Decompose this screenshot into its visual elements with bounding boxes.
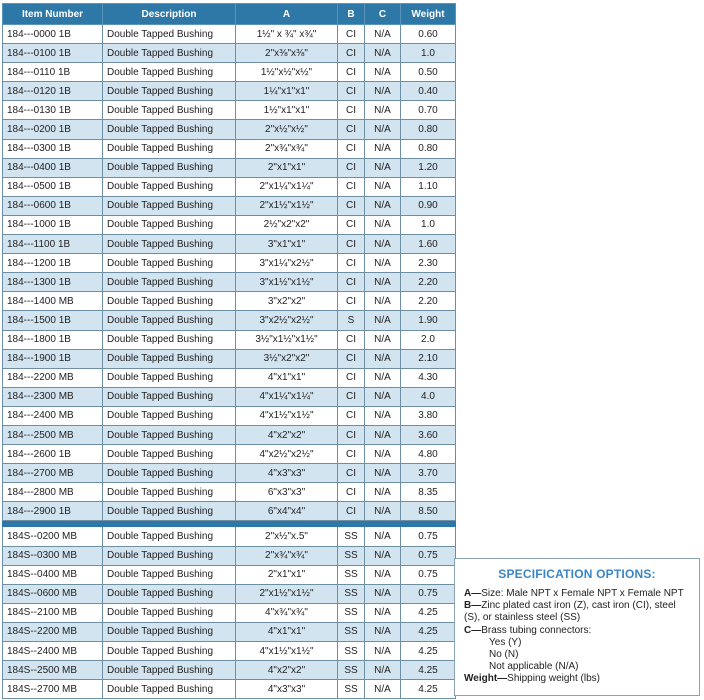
cell-weight: 4.0 xyxy=(401,387,456,406)
cell-c-connector: N/A xyxy=(365,661,401,680)
cell-item-number: 184---0100 1B xyxy=(3,44,103,63)
cell-description: Double Tapped Bushing xyxy=(103,464,236,483)
cell-c-connector: N/A xyxy=(365,139,401,158)
spec-line-b2: (S), or stainless steel (SS) xyxy=(464,612,581,624)
cell-b-material: CI xyxy=(338,445,365,464)
cell-c-connector: N/A xyxy=(365,158,401,177)
table-row xyxy=(3,158,456,177)
cell-item-number: 184S--0600 MB xyxy=(3,584,103,603)
cell-weight: 4.25 xyxy=(401,680,456,699)
cell-b-material: SS xyxy=(338,603,365,622)
cell-a-size: 2"x1½"x1½" xyxy=(236,584,338,603)
cell-c-connector: N/A xyxy=(365,483,401,502)
cell-c-connector: N/A xyxy=(365,44,401,63)
cell-b-material: CI xyxy=(338,101,365,120)
cell-c-connector: N/A xyxy=(365,502,401,521)
spec-title: SPECIFICATION OPTIONS: xyxy=(498,567,656,581)
cell-b-material: SS xyxy=(338,680,365,699)
spec-line-weight: Weight—Shipping weight (lbs) xyxy=(464,673,600,685)
table-row xyxy=(3,63,456,82)
cell-weight: 3.60 xyxy=(401,425,456,444)
cell-b-material: CI xyxy=(338,330,365,349)
cell-c-connector: N/A xyxy=(365,25,401,44)
cell-description: Double Tapped Bushing xyxy=(103,25,236,44)
cell-a-size: 2"x1"x1" xyxy=(236,158,338,177)
cell-weight: 2.0 xyxy=(401,330,456,349)
cell-c-connector: N/A xyxy=(365,101,401,120)
cell-a-size: 4"x3"x3" xyxy=(236,464,338,483)
cell-weight: 4.25 xyxy=(401,642,456,661)
table-row xyxy=(3,680,456,699)
cell-weight: 0.80 xyxy=(401,120,456,139)
cell-c-connector: N/A xyxy=(365,349,401,368)
cell-description: Double Tapped Bushing xyxy=(103,273,236,292)
cell-description: Double Tapped Bushing xyxy=(103,584,236,603)
cell-item-number: 184---0130 1B xyxy=(3,101,103,120)
cell-a-size: 6"x4"x4" xyxy=(236,502,338,521)
cell-weight: 2.30 xyxy=(401,254,456,273)
table-row xyxy=(3,273,456,292)
cell-a-size: 3½"x2"x2" xyxy=(236,349,338,368)
cell-b-material: SS xyxy=(338,661,365,680)
cell-b-material: CI xyxy=(338,387,365,406)
cell-a-size: 4"x1½"x1½" xyxy=(236,406,338,425)
cell-a-size: 4"x2"x2" xyxy=(236,661,338,680)
cell-c-connector: N/A xyxy=(365,330,401,349)
cell-description: Double Tapped Bushing xyxy=(103,680,236,699)
cell-b-material: CI xyxy=(338,464,365,483)
cell-description: Double Tapped Bushing xyxy=(103,425,236,444)
cell-c-connector: N/A xyxy=(365,445,401,464)
cell-item-number: 184---2200 MB xyxy=(3,368,103,387)
cell-b-material: CI xyxy=(338,349,365,368)
cell-a-size: 4"x1¼"x1¼" xyxy=(236,387,338,406)
cell-b-material: CI xyxy=(338,196,365,215)
cell-description: Double Tapped Bushing xyxy=(103,44,236,63)
cell-c-connector: N/A xyxy=(365,82,401,101)
cell-b-material: CI xyxy=(338,502,365,521)
table-row xyxy=(3,368,456,387)
cell-b-material: CI xyxy=(338,25,365,44)
spec-table xyxy=(2,3,456,699)
cell-weight: 1.10 xyxy=(401,177,456,196)
cell-b-material: SS xyxy=(338,546,365,565)
table-row xyxy=(3,661,456,680)
table-row xyxy=(3,565,456,584)
cell-a-size: 3"x1½"x1½" xyxy=(236,273,338,292)
cell-c-connector: N/A xyxy=(365,387,401,406)
cell-b-material: CI xyxy=(338,406,365,425)
cell-item-number: 184---0600 1B xyxy=(3,196,103,215)
cell-c-connector: N/A xyxy=(365,292,401,311)
cell-a-size: 2½"x2"x2" xyxy=(236,215,338,234)
cell-weight: 0.75 xyxy=(401,546,456,565)
cell-description: Double Tapped Bushing xyxy=(103,603,236,622)
cell-b-material: CI xyxy=(338,177,365,196)
cell-item-number: 184---2300 MB xyxy=(3,387,103,406)
cell-description: Double Tapped Bushing xyxy=(103,502,236,521)
cell-item-number: 184---2700 MB xyxy=(3,464,103,483)
cell-item-number: 184---1900 1B xyxy=(3,349,103,368)
cell-c-connector: N/A xyxy=(365,215,401,234)
cell-weight: 2.20 xyxy=(401,273,456,292)
cell-c-connector: N/A xyxy=(365,527,401,546)
cell-b-material: CI xyxy=(338,483,365,502)
cell-b-material: CI xyxy=(338,215,365,234)
cell-a-size: 2"x1½"x1½" xyxy=(236,196,338,215)
cell-weight: 1.20 xyxy=(401,158,456,177)
cell-item-number: 184---2800 MB xyxy=(3,483,103,502)
cell-b-material: CI xyxy=(338,425,365,444)
cell-weight: 0.90 xyxy=(401,196,456,215)
cell-b-material: CI xyxy=(338,120,365,139)
cell-c-connector: N/A xyxy=(365,254,401,273)
cell-weight: 0.75 xyxy=(401,584,456,603)
cell-weight: 0.70 xyxy=(401,101,456,120)
cell-b-material: CI xyxy=(338,292,365,311)
cell-b-material: CI xyxy=(338,82,365,101)
cell-weight: 1.0 xyxy=(401,215,456,234)
table-row xyxy=(3,387,456,406)
cell-item-number: 184---0110 1B xyxy=(3,63,103,82)
cell-weight: 0.75 xyxy=(401,565,456,584)
header-item-number: Item Number xyxy=(3,4,103,25)
cell-description: Double Tapped Bushing xyxy=(103,661,236,680)
cell-weight: 8.35 xyxy=(401,483,456,502)
cell-a-size: 4"x1"x1" xyxy=(236,622,338,641)
cell-description: Double Tapped Bushing xyxy=(103,387,236,406)
cell-item-number: 184---1800 1B xyxy=(3,330,103,349)
cell-item-number: 184S--2200 MB xyxy=(3,622,103,641)
cell-a-size: 4"x2"x2" xyxy=(236,425,338,444)
cell-description: Double Tapped Bushing xyxy=(103,483,236,502)
cell-a-size: 2"x¾"x¾" xyxy=(236,139,338,158)
cell-weight: 2.20 xyxy=(401,292,456,311)
cell-weight: 4.25 xyxy=(401,661,456,680)
cell-c-connector: N/A xyxy=(365,565,401,584)
table-row xyxy=(3,25,456,44)
cell-description: Double Tapped Bushing xyxy=(103,215,236,234)
table-row xyxy=(3,254,456,273)
table-row xyxy=(3,330,456,349)
cell-c-connector: N/A xyxy=(365,311,401,330)
cell-description: Double Tapped Bushing xyxy=(103,292,236,311)
cell-weight: 0.60 xyxy=(401,25,456,44)
cell-description: Double Tapped Bushing xyxy=(103,120,236,139)
cell-description: Double Tapped Bushing xyxy=(103,177,236,196)
table-row xyxy=(3,235,456,254)
cell-description: Double Tapped Bushing xyxy=(103,311,236,330)
cell-a-size: 2"x½"x½" xyxy=(236,120,338,139)
cell-a-size: 4"x¾"x¾" xyxy=(236,603,338,622)
cell-description: Double Tapped Bushing xyxy=(103,254,236,273)
cell-item-number: 184---1500 1B xyxy=(3,311,103,330)
table-row xyxy=(3,546,456,565)
cell-item-number: 184---2900 1B xyxy=(3,502,103,521)
cell-c-connector: N/A xyxy=(365,196,401,215)
cell-b-material: SS xyxy=(338,565,365,584)
cell-c-connector: N/A xyxy=(365,63,401,82)
table-row xyxy=(3,622,456,641)
cell-item-number: 184---1300 1B xyxy=(3,273,103,292)
cell-description: Double Tapped Bushing xyxy=(103,642,236,661)
cell-a-size: 4"x3"x3" xyxy=(236,680,338,699)
table-row xyxy=(3,292,456,311)
cell-c-connector: N/A xyxy=(365,425,401,444)
cell-a-size: 4"x1"x1" xyxy=(236,368,338,387)
header-weight: Weight xyxy=(401,4,456,25)
cell-item-number: 184S--2400 MB xyxy=(3,642,103,661)
cell-a-size: 3"x1¼"x2½" xyxy=(236,254,338,273)
header-row xyxy=(3,4,456,25)
cell-weight: 4.30 xyxy=(401,368,456,387)
cell-b-material: CI xyxy=(338,158,365,177)
cell-c-connector: N/A xyxy=(365,464,401,483)
cell-item-number: 184---2600 1B xyxy=(3,445,103,464)
specification-options-box xyxy=(454,558,700,696)
cell-description: Double Tapped Bushing xyxy=(103,622,236,641)
cell-c-connector: N/A xyxy=(365,584,401,603)
cell-a-size: 4"x1½"x1½" xyxy=(236,642,338,661)
cell-weight: 0.80 xyxy=(401,139,456,158)
cell-description: Double Tapped Bushing xyxy=(103,63,236,82)
table-row xyxy=(3,215,456,234)
cell-item-number: 184---0200 1B xyxy=(3,120,103,139)
cell-item-number: 184---2400 MB xyxy=(3,406,103,425)
cell-b-material: CI xyxy=(338,368,365,387)
table-row xyxy=(3,502,456,521)
table-row xyxy=(3,584,456,603)
spec-line-b: B—Zinc plated cast iron (Z), cast iron (CI), steel xyxy=(464,600,676,612)
cell-item-number: 184---2500 MB xyxy=(3,425,103,444)
cell-description: Double Tapped Bushing xyxy=(103,527,236,546)
cell-c-connector: N/A xyxy=(365,642,401,661)
cell-weight: 8.50 xyxy=(401,502,456,521)
cell-item-number: 184---0400 1B xyxy=(3,158,103,177)
cell-description: Double Tapped Bushing xyxy=(103,82,236,101)
table-row xyxy=(3,139,456,158)
table-row xyxy=(3,603,456,622)
cell-a-size: 1½"x1"x1" xyxy=(236,101,338,120)
cell-weight: 3.70 xyxy=(401,464,456,483)
table-row xyxy=(3,483,456,502)
cell-b-material: CI xyxy=(338,235,365,254)
cell-a-size: 2"x⅜"x⅜" xyxy=(236,44,338,63)
cell-weight: 1.90 xyxy=(401,311,456,330)
cell-item-number: 184S--0400 MB xyxy=(3,565,103,584)
cell-weight: 0.40 xyxy=(401,82,456,101)
cell-description: Double Tapped Bushing xyxy=(103,368,236,387)
cell-weight: 4.25 xyxy=(401,622,456,641)
cell-c-connector: N/A xyxy=(365,368,401,387)
cell-a-size: 2"x¾"x¾" xyxy=(236,546,338,565)
cell-b-material: CI xyxy=(338,44,365,63)
cell-c-connector: N/A xyxy=(365,546,401,565)
cell-description: Double Tapped Bushing xyxy=(103,158,236,177)
cell-item-number: 184---1000 1B xyxy=(3,215,103,234)
spec-lines xyxy=(464,588,684,686)
cell-c-connector: N/A xyxy=(365,622,401,641)
header-b: B xyxy=(338,4,365,25)
cell-b-material: SS xyxy=(338,527,365,546)
cell-c-connector: N/A xyxy=(365,177,401,196)
table-row xyxy=(3,527,456,546)
cell-b-material: SS xyxy=(338,622,365,641)
cell-item-number: 184---0300 1B xyxy=(3,139,103,158)
cell-description: Double Tapped Bushing xyxy=(103,349,236,368)
cell-b-material: SS xyxy=(338,642,365,661)
cell-b-material: CI xyxy=(338,273,365,292)
cell-item-number: 184---0000 1B xyxy=(3,25,103,44)
cell-weight: 4.80 xyxy=(401,445,456,464)
table-row xyxy=(3,406,456,425)
cell-description: Double Tapped Bushing xyxy=(103,101,236,120)
cell-a-size: 4"x2½"x2½" xyxy=(236,445,338,464)
cell-b-material: CI xyxy=(338,139,365,158)
cell-item-number: 184S--2100 MB xyxy=(3,603,103,622)
cell-a-size: 1½" x ¾" x¾" xyxy=(236,25,338,44)
table-row xyxy=(3,177,456,196)
spec-line-c-na: Not applicable (N/A) xyxy=(489,661,579,673)
spec-line-c-no: No (N) xyxy=(489,649,519,661)
cell-c-connector: N/A xyxy=(365,235,401,254)
cell-weight: 3.80 xyxy=(401,406,456,425)
cell-item-number: 184---1100 1B xyxy=(3,235,103,254)
cell-description: Double Tapped Bushing xyxy=(103,406,236,425)
cell-item-number: 184S--2500 MB xyxy=(3,661,103,680)
spec-line-c-yes: Yes (Y) xyxy=(489,636,522,648)
table-body-cast-iron xyxy=(3,25,456,521)
cell-item-number: 184S--0200 MB xyxy=(3,527,103,546)
cell-weight: 1.0 xyxy=(401,44,456,63)
cell-item-number: 184---0120 1B xyxy=(3,82,103,101)
cell-description: Double Tapped Bushing xyxy=(103,330,236,349)
cell-item-number: 184---1400 MB xyxy=(3,292,103,311)
cell-a-size: 3"x2"x2" xyxy=(236,292,338,311)
table-row xyxy=(3,464,456,483)
cell-a-size: 2"x1"x1" xyxy=(236,565,338,584)
table-body-stainless xyxy=(3,527,456,699)
cell-item-number: 184---1200 1B xyxy=(3,254,103,273)
cell-a-size: 2"x½"x.5" xyxy=(236,527,338,546)
table-row xyxy=(3,642,456,661)
cell-a-size: 1¼"x1"x1" xyxy=(236,82,338,101)
table-row xyxy=(3,196,456,215)
cell-description: Double Tapped Bushing xyxy=(103,565,236,584)
cell-a-size: 3"x2½"x2½" xyxy=(236,311,338,330)
cell-description: Double Tapped Bushing xyxy=(103,235,236,254)
cell-c-connector: N/A xyxy=(365,406,401,425)
cell-weight: 2.10 xyxy=(401,349,456,368)
header-a: A xyxy=(236,4,338,25)
cell-b-material: CI xyxy=(338,63,365,82)
table-row xyxy=(3,82,456,101)
cell-weight: 0.75 xyxy=(401,527,456,546)
table-row xyxy=(3,120,456,139)
cell-description: Double Tapped Bushing xyxy=(103,546,236,565)
cell-c-connector: N/A xyxy=(365,120,401,139)
table-row xyxy=(3,445,456,464)
cell-description: Double Tapped Bushing xyxy=(103,139,236,158)
cell-b-material: S xyxy=(338,311,365,330)
cell-b-material: SS xyxy=(338,584,365,603)
cell-a-size: 1½"x½"x½" xyxy=(236,63,338,82)
cell-weight: 0.50 xyxy=(401,63,456,82)
table-row xyxy=(3,311,456,330)
cell-a-size: 2"x1¼"x1¼" xyxy=(236,177,338,196)
cell-a-size: 6"x3"x3" xyxy=(236,483,338,502)
cell-weight: 4.25 xyxy=(401,603,456,622)
table-row xyxy=(3,349,456,368)
cell-item-number: 184S--2700 MB xyxy=(3,680,103,699)
header-description: Description xyxy=(103,4,236,25)
table-row xyxy=(3,101,456,120)
table-row xyxy=(3,44,456,63)
cell-item-number: 184---0500 1B xyxy=(3,177,103,196)
cell-b-material: CI xyxy=(338,254,365,273)
spec-line-c: C—Brass tubing connectors: xyxy=(464,624,592,636)
cell-c-connector: N/A xyxy=(365,603,401,622)
cell-a-size: 3"x1"x1" xyxy=(236,235,338,254)
header-c: C xyxy=(365,4,401,25)
cell-weight: 1.60 xyxy=(401,235,456,254)
cell-c-connector: N/A xyxy=(365,273,401,292)
cell-c-connector: N/A xyxy=(365,680,401,699)
cell-description: Double Tapped Bushing xyxy=(103,445,236,464)
spec-line-a: A—Size: Male NPT x Female NPT x Female NPT xyxy=(464,588,684,599)
table-row xyxy=(3,425,456,444)
cell-item-number: 184S--0300 MB xyxy=(3,546,103,565)
cell-a-size: 3½"x1½"x1½" xyxy=(236,330,338,349)
cell-description: Double Tapped Bushing xyxy=(103,196,236,215)
